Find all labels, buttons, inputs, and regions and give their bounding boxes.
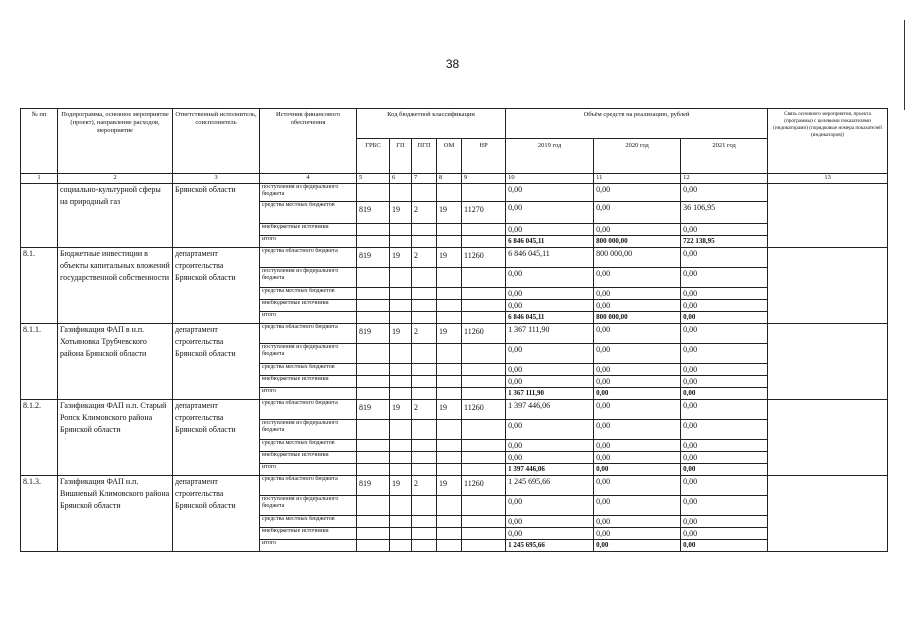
- code-gp: 19: [390, 324, 412, 344]
- code-om: [437, 452, 462, 464]
- value-2019: 0,00: [506, 288, 594, 300]
- code-nr: [462, 496, 506, 516]
- executor: департамент строительства Брянской области: [173, 400, 260, 476]
- value-2019: 6 846 045,11: [506, 312, 594, 324]
- value-2020: 0,00: [594, 300, 681, 312]
- code-gp: [390, 364, 412, 376]
- code-gp: [390, 540, 412, 552]
- column-number-row: [21, 174, 888, 184]
- code-grbs: [357, 376, 390, 388]
- value-2021: 0,00: [681, 364, 768, 376]
- code-grbs: [357, 224, 390, 236]
- value-2019: 0,00: [506, 268, 594, 288]
- code-nr: [462, 268, 506, 288]
- value-2021: 0,00: [681, 528, 768, 540]
- value-2021: 0,00: [681, 540, 768, 552]
- value-2019: 0,00: [506, 452, 594, 464]
- code-nr: 11270: [462, 202, 506, 224]
- code-nr: [462, 516, 506, 528]
- code-nr: [462, 344, 506, 364]
- code-pgp: [412, 420, 437, 440]
- value-2020: 0,00: [594, 516, 681, 528]
- column-number: 4: [260, 174, 357, 184]
- value-2020: 0,00: [594, 476, 681, 496]
- measure-name: Газификация ФАП в н.п. Хотьяновка Трубчевского района Брянской области: [58, 324, 173, 400]
- code-grbs: [357, 540, 390, 552]
- code-nr: [462, 224, 506, 236]
- header-sources: Источник финансового обеспечения: [260, 109, 357, 174]
- code-pgp: [412, 224, 437, 236]
- code-gp: [390, 288, 412, 300]
- code-om: [437, 496, 462, 516]
- code-pgp: 2: [412, 324, 437, 344]
- code-om: 19: [437, 202, 462, 224]
- code-om: [437, 376, 462, 388]
- value-2021: 36 106,95: [681, 202, 768, 224]
- value-2019: 0,00: [506, 224, 594, 236]
- code-om: [437, 268, 462, 288]
- funding-source: средства областного бюджета: [260, 324, 357, 344]
- funding-source: внебюджетные источники: [260, 528, 357, 540]
- value-2021: 0,00: [681, 312, 768, 324]
- code-gp: [390, 452, 412, 464]
- code-gp: [390, 496, 412, 516]
- indicator-link: [768, 476, 888, 552]
- value-2021: 0,00: [681, 440, 768, 452]
- value-2019: 0,00: [506, 528, 594, 540]
- value-2020: 800 000,00: [594, 236, 681, 248]
- code-grbs: [357, 420, 390, 440]
- code-pgp: [412, 344, 437, 364]
- value-2020: 0,00: [594, 364, 681, 376]
- code-gp: [390, 224, 412, 236]
- code-om: 19: [437, 324, 462, 344]
- value-2021: 0,00: [681, 184, 768, 202]
- code-grbs: [357, 440, 390, 452]
- value-2020: 0,00: [594, 528, 681, 540]
- code-pgp: [412, 540, 437, 552]
- code-grbs: 819: [357, 400, 390, 420]
- code-gp: [390, 344, 412, 364]
- header-pgp: ПГП: [412, 139, 437, 174]
- code-gp: [390, 268, 412, 288]
- code-gp: [390, 376, 412, 388]
- header-2019: 2019 год: [506, 139, 594, 174]
- funding-source: средства областного бюджета: [260, 476, 357, 496]
- executor: департамент строительства Брянской области: [173, 476, 260, 552]
- value-2020: 0,00: [594, 184, 681, 202]
- value-2020: 0,00: [594, 268, 681, 288]
- code-nr: [462, 312, 506, 324]
- code-nr: [462, 300, 506, 312]
- code-gp: [390, 300, 412, 312]
- value-2019: 0,00: [506, 184, 594, 202]
- value-2019: 0,00: [506, 496, 594, 516]
- indicator-link: [768, 400, 888, 476]
- funding-source: поступления из федерального бюджета: [260, 344, 357, 364]
- row-number: [21, 184, 58, 248]
- code-nr: [462, 184, 506, 202]
- funding-source: итого: [260, 388, 357, 400]
- executor: департамент строительства Брянской области: [173, 324, 260, 400]
- code-grbs: 819: [357, 202, 390, 224]
- column-number: 7: [412, 174, 437, 184]
- code-pgp: [412, 452, 437, 464]
- value-2020: 0,00: [594, 400, 681, 420]
- value-2021: 722 138,95: [681, 236, 768, 248]
- code-gp: 19: [390, 476, 412, 496]
- code-pgp: [412, 312, 437, 324]
- code-pgp: [412, 364, 437, 376]
- code-grbs: 819: [357, 476, 390, 496]
- column-number: 12: [681, 174, 768, 184]
- funding-source: средства областного бюджета: [260, 248, 357, 268]
- funding-source: внебюджетные источники: [260, 300, 357, 312]
- code-grbs: [357, 528, 390, 540]
- value-2019: 6 846 045,11: [506, 248, 594, 268]
- value-2020: 0,00: [594, 288, 681, 300]
- funding-source: средства местных бюджетов: [260, 516, 357, 528]
- header-grbs: ГРБС: [357, 139, 390, 174]
- code-pgp: [412, 268, 437, 288]
- funding-source: поступления из федерального бюджета: [260, 420, 357, 440]
- value-2021: 0,00: [681, 344, 768, 364]
- code-nr: [462, 388, 506, 400]
- row-number: 8.1.1.: [21, 324, 58, 400]
- indicator-link: [768, 324, 888, 400]
- code-om: [437, 540, 462, 552]
- code-nr: [462, 288, 506, 300]
- code-om: [437, 288, 462, 300]
- measure-name: социально-культурной сферы на природный газ: [58, 184, 173, 248]
- table-row: [21, 184, 888, 202]
- funding-source: средства местных бюджетов: [260, 288, 357, 300]
- table-row: [21, 248, 888, 268]
- funding-source: средства местных бюджетов: [260, 440, 357, 452]
- value-2020: 0,00: [594, 344, 681, 364]
- code-pgp: [412, 528, 437, 540]
- column-number: 9: [462, 174, 506, 184]
- funding-source: итого: [260, 540, 357, 552]
- code-om: 19: [437, 476, 462, 496]
- code-pgp: [412, 376, 437, 388]
- value-2020: 0,00: [594, 376, 681, 388]
- value-2020: 0,00: [594, 464, 681, 476]
- value-2021: 0,00: [681, 464, 768, 476]
- code-gp: 19: [390, 400, 412, 420]
- table-body: [21, 174, 888, 552]
- value-2021: 0,00: [681, 496, 768, 516]
- value-2020: 800 000,00: [594, 248, 681, 268]
- code-pgp: [412, 300, 437, 312]
- value-2020: 0,00: [594, 224, 681, 236]
- value-2021: 0,00: [681, 268, 768, 288]
- code-gp: [390, 440, 412, 452]
- value-2020: 0,00: [594, 496, 681, 516]
- value-2021: 0,00: [681, 224, 768, 236]
- header-budget-code: Код бюджетной классификации: [357, 109, 506, 139]
- code-gp: [390, 184, 412, 202]
- column-number: 3: [173, 174, 260, 184]
- code-pgp: [412, 184, 437, 202]
- value-2019: 1 397 446,06: [506, 400, 594, 420]
- column-number: 5: [357, 174, 390, 184]
- code-om: 19: [437, 248, 462, 268]
- funding-source: итого: [260, 312, 357, 324]
- code-grbs: [357, 388, 390, 400]
- code-grbs: [357, 344, 390, 364]
- code-gp: [390, 312, 412, 324]
- code-pgp: [412, 496, 437, 516]
- code-nr: [462, 528, 506, 540]
- funding-source: поступления из федерального бюджета: [260, 184, 357, 202]
- code-pgp: [412, 236, 437, 248]
- code-om: 19: [437, 400, 462, 420]
- column-number: 2: [58, 174, 173, 184]
- code-nr: [462, 452, 506, 464]
- funding-source: средства местных бюджетов: [260, 364, 357, 376]
- code-grbs: [357, 300, 390, 312]
- executor: департамент строительства Брянской области: [173, 248, 260, 324]
- code-grbs: [357, 312, 390, 324]
- code-nr: [462, 364, 506, 376]
- value-2019: 1 367 111,90: [506, 388, 594, 400]
- header-no: № пп: [21, 109, 58, 174]
- code-pgp: 2: [412, 248, 437, 268]
- code-pgp: [412, 464, 437, 476]
- value-2021: 0,00: [681, 420, 768, 440]
- code-nr: 11260: [462, 248, 506, 268]
- code-gp: [390, 464, 412, 476]
- value-2019: 0,00: [506, 376, 594, 388]
- header-volume: Объём средств на реализацию, рублей: [506, 109, 768, 139]
- header-gp: ГП: [390, 139, 412, 174]
- code-om: [437, 388, 462, 400]
- code-om: [437, 464, 462, 476]
- indicator-link: [768, 248, 888, 324]
- header-2021: 2021 год: [681, 139, 768, 174]
- measure-name: Бюджетные инвестиции в объекты капитальных вложений государственной собственности: [58, 248, 173, 324]
- row-number: 8.1.3.: [21, 476, 58, 552]
- code-om: [437, 236, 462, 248]
- value-2021: 0,00: [681, 324, 768, 344]
- header-om: ОМ: [437, 139, 462, 174]
- measure-name: Газификация ФАП н.п. Вишневый Климовского района Брянской области: [58, 476, 173, 552]
- code-gp: 19: [390, 202, 412, 224]
- code-grbs: 819: [357, 324, 390, 344]
- value-2019: 6 846 045,11: [506, 236, 594, 248]
- code-grbs: [357, 184, 390, 202]
- value-2019: 1 245 695,66: [506, 540, 594, 552]
- column-number: 13: [768, 174, 888, 184]
- code-pgp: 2: [412, 202, 437, 224]
- column-number: 10: [506, 174, 594, 184]
- code-om: [437, 420, 462, 440]
- value-2020: 0,00: [594, 440, 681, 452]
- header-2020: 2020 год: [594, 139, 681, 174]
- value-2020: 0,00: [594, 420, 681, 440]
- column-number: 11: [594, 174, 681, 184]
- value-2019: 1 367 111,90: [506, 324, 594, 344]
- code-nr: [462, 420, 506, 440]
- funding-source: средства областного бюджета: [260, 400, 357, 420]
- budget-table: [20, 108, 888, 552]
- value-2019: 0,00: [506, 300, 594, 312]
- funding-source: средства местных бюджетов: [260, 202, 357, 224]
- code-nr: [462, 376, 506, 388]
- code-nr: [462, 540, 506, 552]
- funding-source: внебюджетные источники: [260, 224, 357, 236]
- value-2020: 0,00: [594, 452, 681, 464]
- code-nr: 11260: [462, 476, 506, 496]
- value-2021: 0,00: [681, 476, 768, 496]
- header-executor: Ответственный исполнитель, соисполнитель: [173, 109, 260, 174]
- code-om: [437, 516, 462, 528]
- column-number: 6: [390, 174, 412, 184]
- code-grbs: [357, 364, 390, 376]
- code-grbs: [357, 496, 390, 516]
- value-2019: 0,00: [506, 420, 594, 440]
- value-2019: 0,00: [506, 516, 594, 528]
- table-row: [21, 400, 888, 420]
- funding-source: внебюджетные источники: [260, 376, 357, 388]
- column-number: 8: [437, 174, 462, 184]
- funding-source: поступления из федерального бюджета: [260, 268, 357, 288]
- code-om: [437, 440, 462, 452]
- value-2021: 0,00: [681, 400, 768, 420]
- code-nr: [462, 464, 506, 476]
- value-2021: 0,00: [681, 300, 768, 312]
- table-row: [21, 324, 888, 344]
- value-2020: 800 000,00: [594, 312, 681, 324]
- code-nr: 11260: [462, 324, 506, 344]
- code-om: [437, 344, 462, 364]
- value-2019: 0,00: [506, 440, 594, 452]
- value-2019: 0,00: [506, 202, 594, 224]
- code-grbs: [357, 236, 390, 248]
- code-gp: [390, 236, 412, 248]
- code-grbs: [357, 464, 390, 476]
- value-2019: 0,00: [506, 344, 594, 364]
- row-number: 8.1.: [21, 248, 58, 324]
- value-2019: 0,00: [506, 364, 594, 376]
- code-grbs: [357, 288, 390, 300]
- value-2020: 0,00: [594, 202, 681, 224]
- page-number: 38: [445, 57, 460, 71]
- value-2020: 0,00: [594, 388, 681, 400]
- code-grbs: [357, 268, 390, 288]
- value-2019: 1 397 446,06: [506, 464, 594, 476]
- indicator-link: [768, 184, 888, 248]
- executor: Брянской области: [173, 184, 260, 248]
- value-2021: 0,00: [681, 452, 768, 464]
- measure-name: Газификация ФАП н.п. Старый Ропск Климовского района Брянской области: [58, 400, 173, 476]
- code-gp: [390, 528, 412, 540]
- code-gp: [390, 516, 412, 528]
- code-nr: [462, 236, 506, 248]
- header-link: Связь основного мероприятия, проекта (программы) с целевыми показателями (индикаторами) (порядковые номера показателей (индикаторов)): [768, 109, 888, 174]
- value-2021: 0,00: [681, 288, 768, 300]
- code-gp: [390, 420, 412, 440]
- code-pgp: [412, 288, 437, 300]
- value-2019: 1 245 695,66: [506, 476, 594, 496]
- code-pgp: 2: [412, 400, 437, 420]
- code-gp: 19: [390, 248, 412, 268]
- code-pgp: [412, 516, 437, 528]
- code-nr: 11260: [462, 400, 506, 420]
- funding-source: итого: [260, 464, 357, 476]
- code-om: [437, 364, 462, 376]
- code-om: [437, 528, 462, 540]
- value-2020: 0,00: [594, 540, 681, 552]
- code-grbs: [357, 516, 390, 528]
- row-number: 8.1.2.: [21, 400, 58, 476]
- code-pgp: [412, 440, 437, 452]
- code-om: [437, 300, 462, 312]
- header-subprogram: Подпрограмма, основное мероприятие (проект), направление расходов, мероприятие: [58, 109, 173, 174]
- value-2021: 0,00: [681, 248, 768, 268]
- value-2021: 0,00: [681, 516, 768, 528]
- code-om: [437, 184, 462, 202]
- code-om: [437, 312, 462, 324]
- code-nr: [462, 440, 506, 452]
- funding-source: внебюджетные источники: [260, 452, 357, 464]
- value-2021: 0,00: [681, 376, 768, 388]
- code-grbs: [357, 452, 390, 464]
- table-row: [21, 476, 888, 496]
- code-gp: [390, 388, 412, 400]
- funding-source: итого: [260, 236, 357, 248]
- value-2021: 0,00: [681, 388, 768, 400]
- value-2020: 0,00: [594, 324, 681, 344]
- funding-source: поступления из федерального бюджета: [260, 496, 357, 516]
- code-grbs: 819: [357, 248, 390, 268]
- code-om: [437, 224, 462, 236]
- code-pgp: [412, 388, 437, 400]
- header-nr: НР: [462, 139, 506, 174]
- column-number: 1: [21, 174, 58, 184]
- code-pgp: 2: [412, 476, 437, 496]
